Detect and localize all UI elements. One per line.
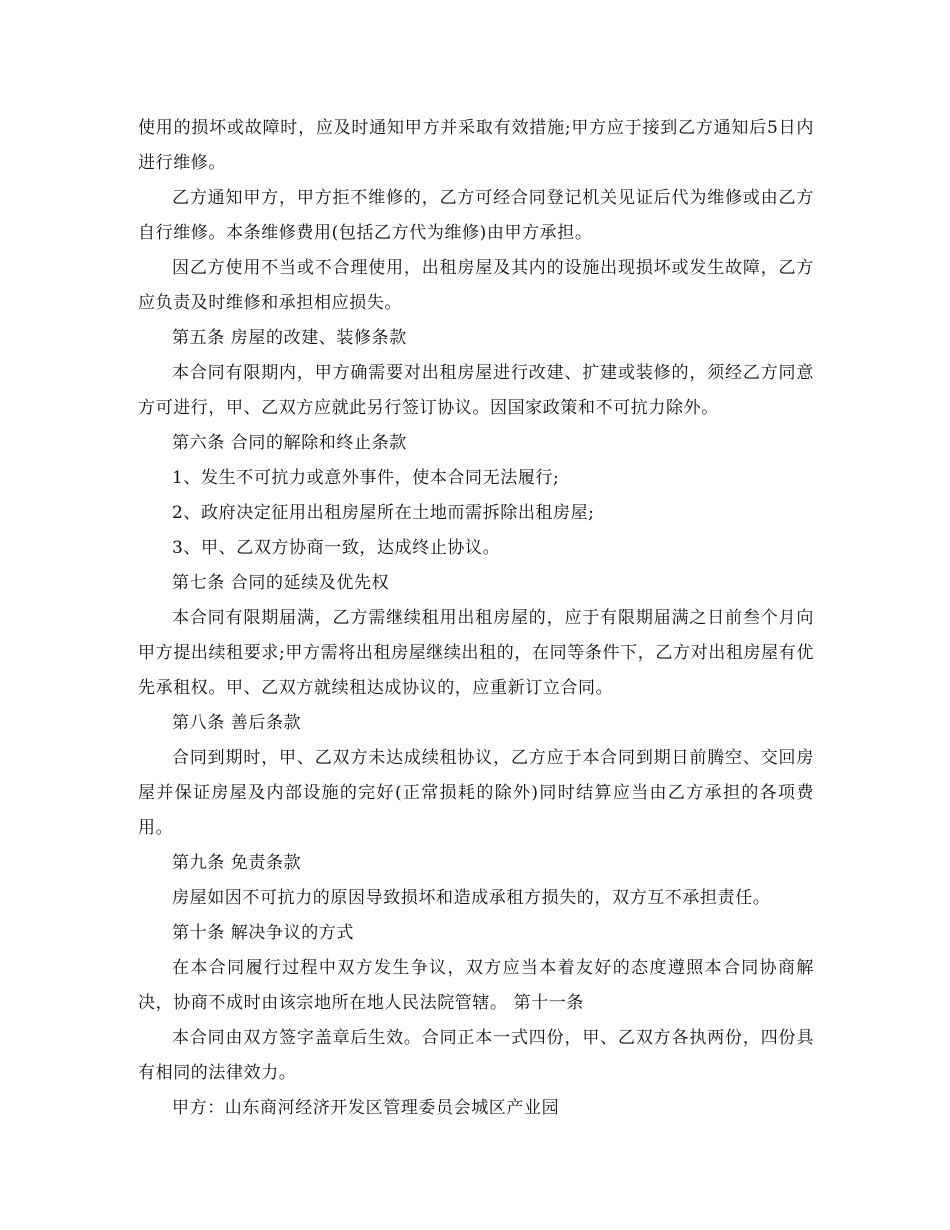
list-item-force-majeure: 1、发生不可抗力或意外事件，使本合同无法履行; bbox=[172, 468, 560, 488]
article-7-heading: 第七条 合同的延续及优先权 bbox=[172, 573, 390, 593]
contract-body bbox=[138, 111, 814, 1126]
paragraph-expiry: 合同到期时，甲、乙双方未达成续租协议，乙方应于本合同到期日前腾空、交回房屋并保证房屋及内部设施的完好(正常损耗的除外)同时结算应当由乙方承担的各项费用。 bbox=[138, 748, 814, 838]
article-5-heading: 第五条 房屋的改建、装修条款 bbox=[172, 328, 407, 348]
paragraph-repair-notice: 使用的损坏或故障时，应及时通知甲方并采取有效措施;甲方应于接到乙方通知后5日内进行维修。 bbox=[138, 118, 814, 173]
list-item-government-requisition: 2、政府决定征用出租房屋所在土地而需拆除出租房屋; bbox=[172, 503, 595, 523]
paragraph-renewal: 本合同有限期届满，乙方需继续租用出租房屋的，应于有限期届满之日前叁个月向甲方提出续租要求;甲方需将出租房屋继续出租的，在同等条件下，乙方对出租房屋有优先承租权。甲、乙双方就续租达成协议的，应重新订立合同。 bbox=[138, 608, 814, 698]
article-6-heading: 第六条 合同的解除和终止条款 bbox=[172, 433, 407, 453]
paragraph-dispute: 在本合同履行过程中双方发生争议，双方应当本着友好的态度遵照本合同协商解决，协商不成时由该宗地所在地人民法院管辖。 第十一条 bbox=[138, 958, 814, 1013]
paragraph-tenant-repair: 乙方通知甲方，甲方拒不维修的，乙方可经合同登记机关见证后代为维修或由乙方自行维修。本条维修费用(包括乙方代为维修)由甲方承担。 bbox=[138, 188, 814, 243]
paragraph-exemption: 房屋如因不可抗力的原因导致损坏和造成承租方损失的，双方互不承担责任。 bbox=[172, 888, 771, 908]
article-10-heading: 第十条 解决争议的方式 bbox=[172, 923, 355, 943]
article-8-heading: 第八条 善后条款 bbox=[172, 713, 302, 733]
list-item-mutual-agreement: 3、甲、乙双方协商一致，达成终止协议。 bbox=[172, 538, 501, 558]
article-9-heading: 第九条 免责条款 bbox=[172, 853, 302, 873]
paragraph-renovation: 本合同有限期内，甲方确需要对出租房屋进行改建、扩建或装修的，须经乙方同意方可进行，甲、乙双方应就此另行签订协议。因国家政策和不可抗力除外。 bbox=[138, 363, 814, 418]
party-a-line: 甲方：山东商河经济开发区管理委员会城区产业园 bbox=[172, 1098, 560, 1118]
paragraph-effectiveness: 本合同由双方签字盖章后生效。合同正本一式四份，甲、乙双方各执两份，四份具有相同的法律效力。 bbox=[138, 1028, 814, 1083]
paragraph-improper-use: 因乙方使用不当或不合理使用，出租房屋及其内的设施出现损坏或发生故障，乙方应负责及时维修和承担相应损失。 bbox=[138, 258, 814, 313]
